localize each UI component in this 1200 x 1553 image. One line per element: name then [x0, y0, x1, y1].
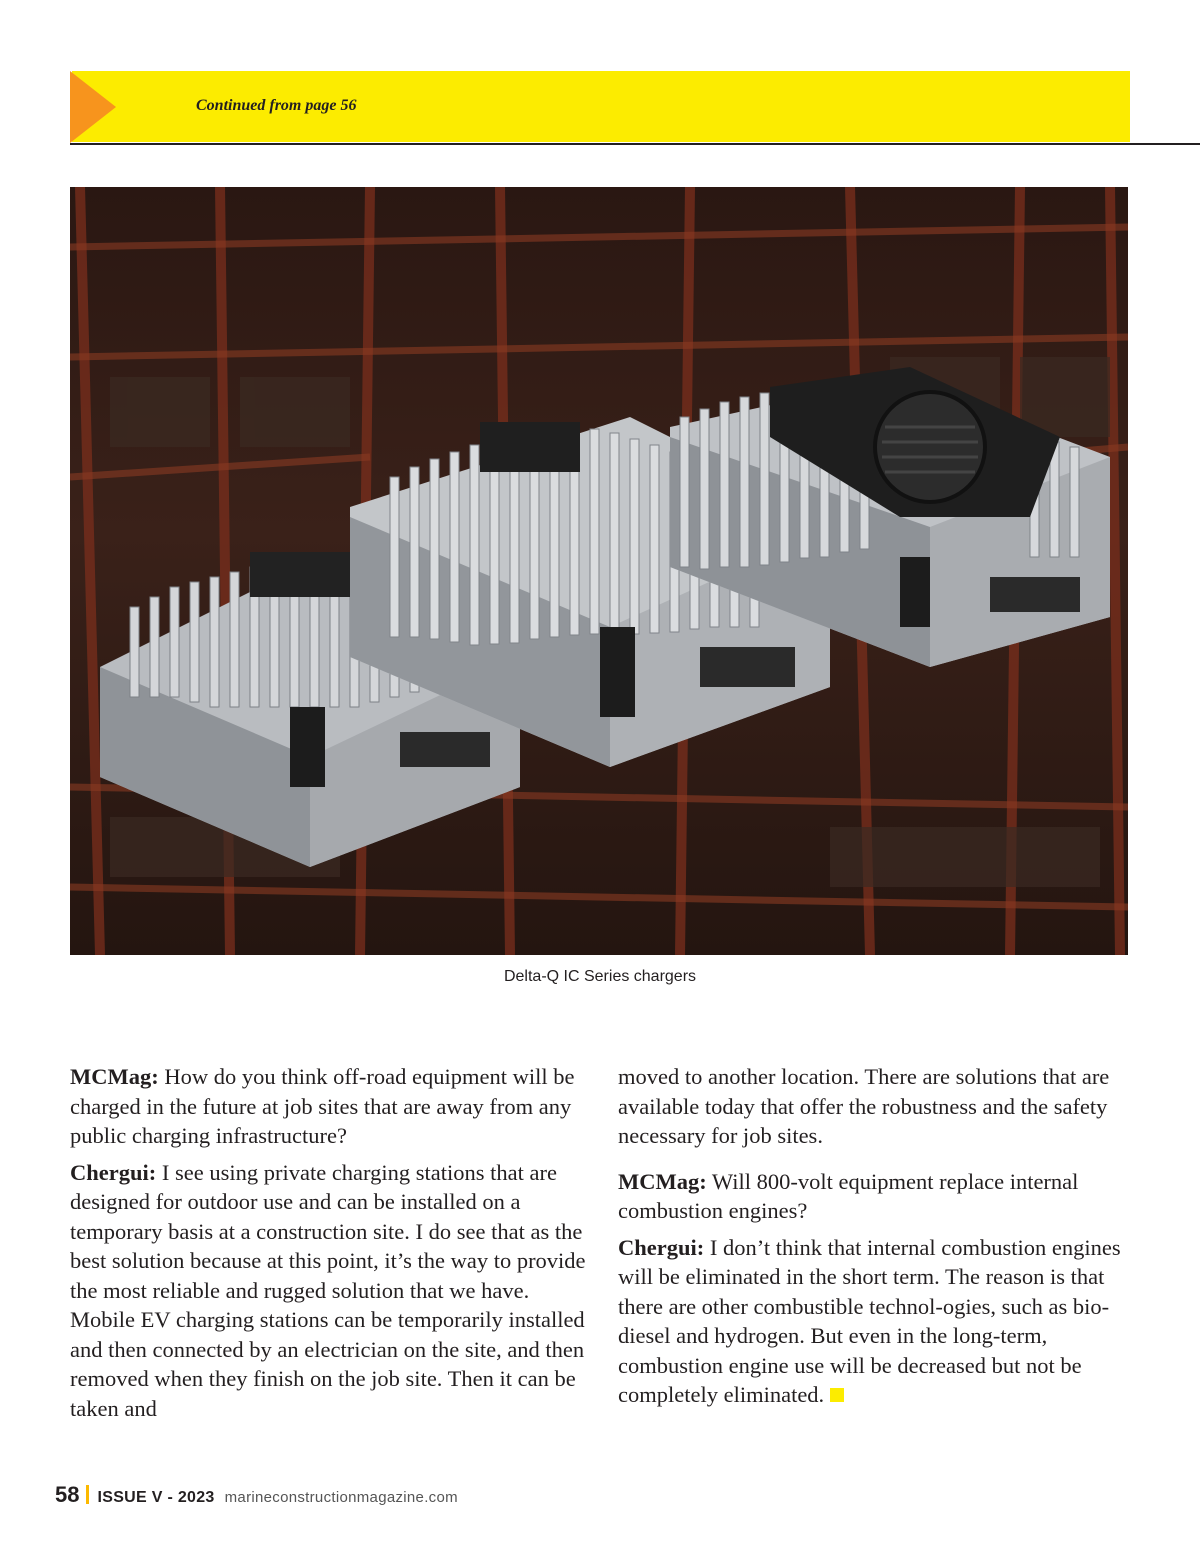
paragraph-question-1: [70, 1062, 590, 1151]
article-column-right: [618, 1062, 1138, 1410]
battery-charger-photo-icon: [70, 187, 1128, 955]
paragraph-text: How do you think off-road equipment will be charged in the future at job sites that are away from any public charging infrastructure?: [70, 1064, 575, 1148]
arrow-icon: [70, 71, 116, 143]
website-link[interactable]: marineconstructionmagazine.com: [224, 1489, 458, 1506]
paragraph-text: moved to another location. There are solutions that are available today that offer the robustness and the safety necessary for job sites.: [618, 1064, 1110, 1148]
charger-photo: [70, 187, 1128, 955]
speaker-label: Chergui:: [70, 1159, 157, 1185]
end-of-article-icon: [830, 1388, 844, 1402]
paragraph-answer-1: [70, 1158, 590, 1424]
photo-caption: Delta-Q IC Series chargers: [503, 968, 697, 985]
continued-from-label: Continued from page 56: [196, 97, 357, 114]
paragraph-answer-2: [618, 1233, 1138, 1410]
speaker-label: MCMag:: [618, 1168, 707, 1194]
header-rule: [70, 143, 1200, 145]
footer-divider: [86, 1485, 89, 1504]
page-number: 58: [55, 1482, 80, 1507]
page-footer: [55, 1482, 458, 1512]
paragraph-text: Will 800-volt equipment replace internal combustion engines?: [618, 1168, 1079, 1223]
paragraph-question-2: [618, 1167, 1138, 1226]
speaker-label: MCMag:: [70, 1064, 159, 1089]
issue-label: ISSUE V - 2023: [97, 1489, 215, 1506]
paragraph-text: I don’t think that internal combustion engines will be eliminated in the short term. The reason is that there are other combustible technol-ogies, such as bio-diesel and hydrogen. But even in the long-term, combustion engine use will be decreased but not be completely eliminated.: [618, 1234, 1121, 1407]
paragraph-answer-1-continued: [618, 1062, 1138, 1151]
speaker-label: Chergui:: [618, 1234, 705, 1260]
paragraph-text: I see using private charging stations that are designed for outdoor use and can be installed on a temporary basis at a construction site. I do see that as the best solution because at this point, it’s the way to provide the most reliable and rugged solution that we have. Mobile EV charging stations can be temporarily installed and then connected by an electrician on the site, and then removed when they finish on the job site. Then it can be taken and: [70, 1159, 586, 1421]
article-column-left: [70, 1062, 590, 1423]
